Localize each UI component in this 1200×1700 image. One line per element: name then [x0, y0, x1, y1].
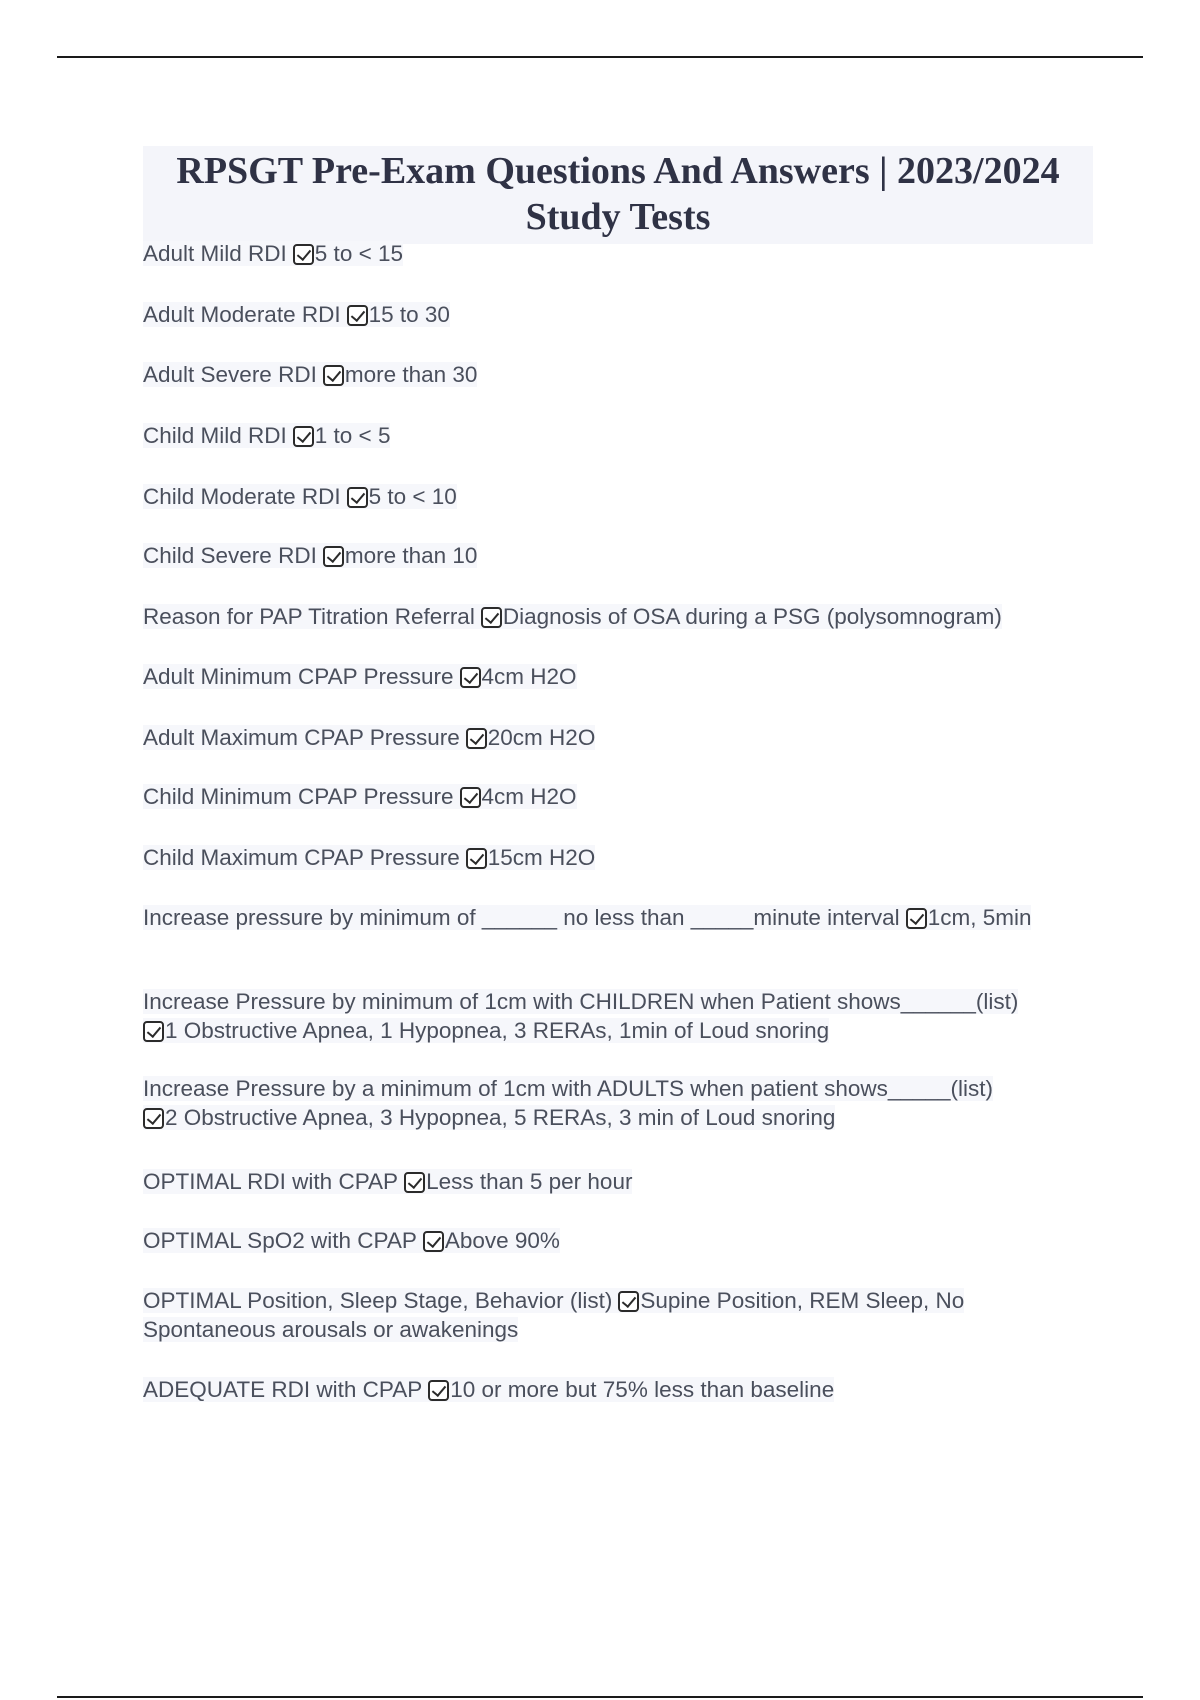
question-text: Adult Moderate RDI	[143, 302, 341, 327]
checkbox-check-icon	[143, 1108, 164, 1129]
qa-line	[143, 989, 1018, 1043]
question-text: Child Moderate RDI	[143, 484, 341, 509]
qa-line	[143, 1228, 560, 1253]
checkbox-check-icon	[428, 1380, 449, 1401]
answer-text: Above 90%	[444, 1228, 560, 1253]
question-text: Increase pressure by minimum of ______ no less than _____minute interval	[143, 905, 900, 930]
answer-text: 2 Obstructive Apnea, 3 Hypopnea, 5 RERAs, 3 min of Loud snoring	[165, 1105, 836, 1130]
checkbox-check-icon	[293, 426, 314, 447]
qa-line	[143, 484, 457, 509]
checkbox-check-icon	[293, 244, 314, 265]
qa-line	[143, 423, 390, 448]
question-text: OPTIMAL RDI with CPAP	[143, 1169, 399, 1194]
page-title: RPSGT Pre-Exam Questions And Answers | 2023/2024 Study Tests	[176, 150, 1060, 238]
qa-item-increase-pressure-children	[143, 987, 1093, 1045]
answer-text: 15cm H2O	[487, 845, 596, 870]
answer-text: 10 or more but 75% less than baseline	[450, 1377, 835, 1402]
checkbox-check-icon	[460, 787, 481, 808]
question-text: Adult Minimum CPAP Pressure	[143, 664, 454, 689]
checkbox-check-icon	[143, 1021, 164, 1042]
qa-item-pap-titration-referral	[143, 602, 1093, 631]
question-text: Increase Pressure by a minimum of 1cm with ADULTS when patient shows_____(list)	[143, 1076, 993, 1101]
question-text: OPTIMAL Position, Sleep Stage, Behavior (list)	[143, 1288, 613, 1313]
answer-text: Supine Position, REM Sleep, No Spontaneous arousals or awakenings	[143, 1288, 965, 1342]
qa-item-child-moderate-rdi	[143, 482, 1093, 511]
qa-item-adult-mild-rdi	[143, 239, 1093, 268]
answer-text: 5 to < 10	[368, 484, 457, 509]
qa-line	[143, 1076, 993, 1130]
qa-line	[143, 845, 595, 870]
question-text: OPTIMAL SpO2 with CPAP	[143, 1228, 417, 1253]
qa-item-adult-max-cpap	[143, 723, 1093, 752]
question-text: Child Maximum CPAP Pressure	[143, 845, 460, 870]
qa-line	[143, 604, 1002, 629]
qa-item-optimal-position	[143, 1286, 1093, 1344]
qa-line	[143, 543, 477, 568]
qa-item-adult-severe-rdi	[143, 360, 1093, 389]
question-text: Child Severe RDI	[143, 543, 317, 568]
checkbox-check-icon	[347, 487, 368, 508]
checkbox-check-icon	[618, 1291, 639, 1312]
checkbox-check-icon	[466, 728, 487, 749]
qa-item-increase-pressure-adults	[143, 1074, 1093, 1132]
checkbox-check-icon	[460, 667, 481, 688]
checkbox-check-icon	[906, 908, 927, 929]
qa-item-child-min-cpap	[143, 782, 1093, 811]
qa-line	[143, 1288, 964, 1342]
question-text: Increase Pressure by minimum of 1cm with CHILDREN when Patient shows______(list)	[143, 989, 1019, 1014]
checkbox-check-icon	[466, 848, 487, 869]
title-block	[143, 146, 1093, 244]
qa-line	[143, 302, 450, 327]
question-text: Child Mild RDI	[143, 423, 287, 448]
qa-line	[143, 725, 595, 750]
qa-line	[143, 1169, 632, 1194]
footer-rule	[57, 1696, 1143, 1698]
question-text: Adult Mild RDI	[143, 241, 287, 266]
checkbox-check-icon	[481, 607, 502, 628]
qa-item-optimal-rdi	[143, 1167, 1093, 1196]
question-text: Adult Severe RDI	[143, 362, 317, 387]
qa-item-child-severe-rdi	[143, 541, 1093, 570]
answer-text: 1 to < 5	[314, 423, 391, 448]
question-text: Reason for PAP Titration Referral	[143, 604, 475, 629]
qa-item-child-mild-rdi	[143, 421, 1093, 450]
answer-text: 1cm, 5min	[927, 905, 1032, 930]
checkbox-check-icon	[323, 546, 344, 567]
checkbox-check-icon	[423, 1231, 444, 1252]
qa-item-adequate-rdi	[143, 1375, 1093, 1404]
answer-text: 15 to 30	[368, 302, 450, 327]
qa-line	[143, 664, 577, 689]
qa-line	[143, 241, 403, 266]
qa-item-increase-pressure-interval	[143, 903, 1093, 932]
qa-item-adult-moderate-rdi	[143, 300, 1093, 329]
checkbox-check-icon	[323, 365, 344, 386]
answer-text: 5 to < 15	[314, 241, 403, 266]
qa-line	[143, 1377, 834, 1402]
answer-text: 4cm H2O	[481, 784, 577, 809]
answer-text: more than 30	[344, 362, 478, 387]
qa-item-adult-min-cpap	[143, 662, 1093, 691]
qa-item-optimal-spo2	[143, 1226, 1093, 1255]
question-text: Adult Maximum CPAP Pressure	[143, 725, 460, 750]
answer-text: more than 10	[344, 543, 478, 568]
header-rule	[57, 56, 1143, 58]
checkbox-check-icon	[404, 1172, 425, 1193]
answer-text: Diagnosis of OSA during a PSG (polysomnogram)	[502, 604, 1002, 629]
question-text: ADEQUATE RDI with CPAP	[143, 1377, 423, 1402]
qa-line	[143, 905, 1031, 930]
question-text: Child Minimum CPAP Pressure	[143, 784, 454, 809]
qa-line	[143, 784, 577, 809]
answer-text: 1 Obstructive Apnea, 1 Hypopnea, 3 RERAs, 1min of Loud snoring	[165, 1018, 830, 1043]
answer-text: 4cm H2O	[481, 664, 577, 689]
qa-item-child-max-cpap	[143, 843, 1093, 872]
qa-line	[143, 362, 477, 387]
answer-text: 20cm H2O	[487, 725, 596, 750]
answer-text: Less than 5 per hour	[426, 1169, 633, 1194]
checkbox-check-icon	[347, 305, 368, 326]
